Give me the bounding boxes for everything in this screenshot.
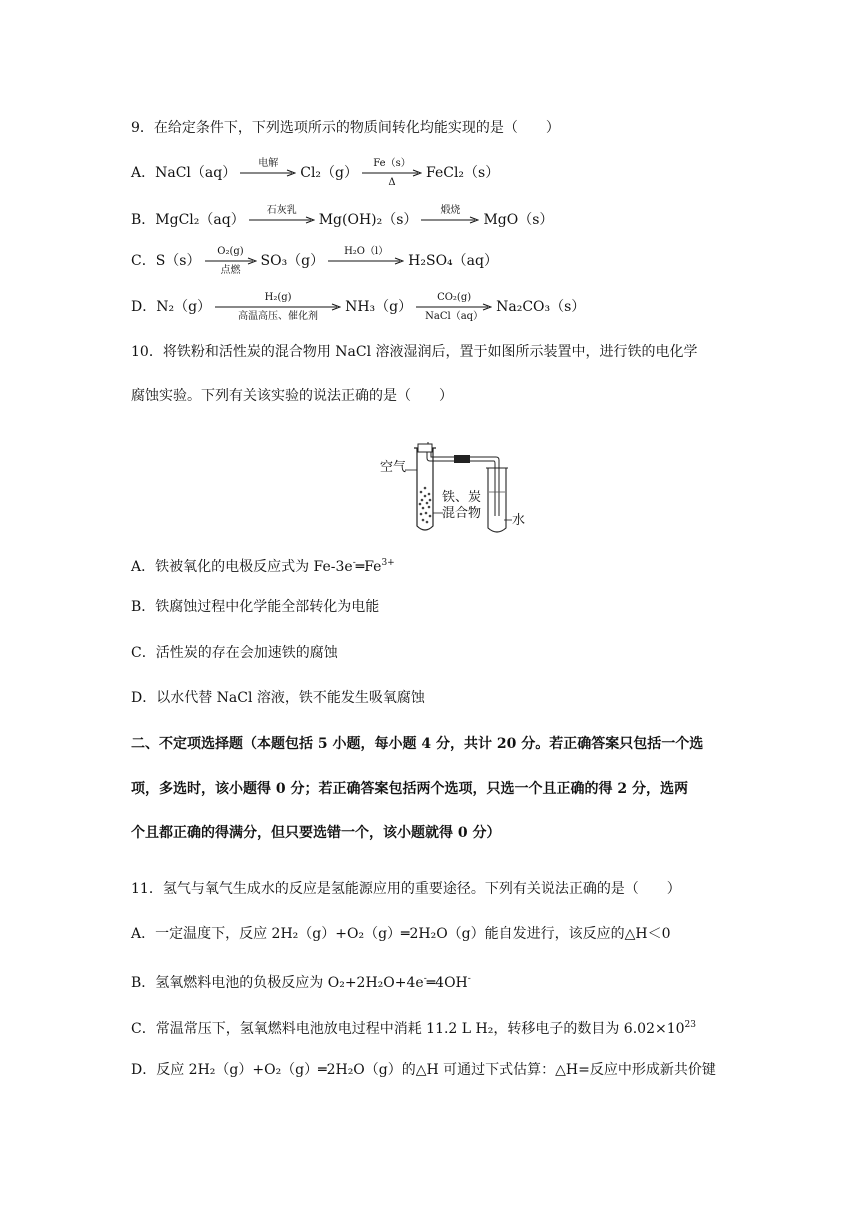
- species: MgCl₂（aq）: [155, 212, 245, 228]
- species: Na₂CO₃（s）: [496, 299, 586, 315]
- section2-heading-line1: 二、不定项选择题（本题包括 5 小题，每小题 4 分，共计 20 分。若正确答案只包括一个选: [131, 736, 704, 752]
- arrow-icon: [421, 216, 479, 224]
- q11-stem: 11．氢气与氧气生成水的反应是氢能源应用的重要途径。下列有关说法正确的是（ ）: [131, 881, 681, 897]
- q9-option-a: [131, 158, 499, 188]
- arrow-icon: [416, 303, 492, 311]
- superscript: 23: [684, 1020, 696, 1030]
- option-letter: A．: [131, 165, 156, 181]
- reaction-arrow: [240, 158, 296, 188]
- q9-option-c: [131, 246, 498, 276]
- species: S（s）: [155, 253, 201, 269]
- species: H₂SO₄（aq）: [408, 253, 498, 269]
- species: Mg(OH)₂（s）: [318, 212, 418, 228]
- reaction-arrow: [215, 292, 341, 322]
- species: SO₃（g）: [260, 253, 325, 269]
- species: Cl₂（g）: [300, 165, 358, 181]
- reaction-arrow: [205, 246, 257, 276]
- superscript: -: [467, 974, 471, 984]
- arrow-icon: [215, 303, 341, 311]
- reaction-arrow: [328, 246, 404, 276]
- reaction-arrow: [249, 205, 315, 235]
- q9-option-b: [131, 205, 553, 235]
- option-text: A．铁被氧化的电极反应式为 Fe-3e: [131, 559, 353, 575]
- reaction-arrow: [421, 205, 479, 235]
- arrow-condition-bottom: 点燃: [220, 265, 241, 276]
- arrow-condition-top: Fe（s）: [373, 158, 411, 169]
- q11-option-b: [131, 969, 471, 993]
- label-air: 空气: [380, 460, 407, 475]
- q10-option-d: D．以水代替 NaCl 溶液，铁不能发生吸氧腐蚀: [131, 690, 425, 706]
- arrow-icon: [205, 257, 257, 265]
- option-text: ═4OH: [426, 975, 468, 991]
- arrow-icon: [362, 169, 422, 177]
- q10-stem-line2: 腐蚀实验。下列有关该实验的说法正确的是（ ）: [131, 388, 453, 404]
- arrow-icon: [328, 257, 404, 265]
- arrow-condition-top: 电解: [258, 158, 279, 169]
- arrow-condition-bottom: 高温高压、催化剂: [238, 311, 319, 322]
- arrow-condition-bottom: Δ: [388, 177, 396, 188]
- arrow-condition-top: H₂(g): [264, 292, 292, 303]
- q11-option-a: A．一定温度下，反应 2H₂（g）+O₂（g）═2H₂O（g）能自发进行，该反应的△H＜0: [131, 926, 671, 942]
- section2-heading-line3: 个且都正确的得满分，但只要选错一个，该小题就得 0 分）: [131, 825, 501, 841]
- arrow-condition-bottom: NaCl（aq）: [425, 311, 484, 322]
- superscript: 3+: [381, 558, 395, 568]
- q11-option-d: D．反应 2H₂（g）+O₂（g）═2H₂O（g）的△H 可通过下式估算：△H=反应中形成新共价键: [131, 1062, 716, 1078]
- option-letter: D．: [131, 299, 157, 315]
- species: MgO（s）: [483, 212, 554, 228]
- arrow-condition-top: H₂O（l）: [344, 246, 389, 257]
- arrow-condition-top: 煅烧: [440, 205, 461, 216]
- arrow-condition-top: 石灰乳: [266, 205, 297, 216]
- q9-stem: 9．在给定条件下，下列选项所示的物质间转化均能实现的是（ ）: [131, 120, 560, 136]
- reaction-arrow: [362, 158, 422, 188]
- option-text: B．氢氧燃料电池的负极反应为 O₂+2H₂O+4e: [131, 975, 424, 991]
- option-text: C．常温常压下，氢氧燃料电池放电过程中消耗 11.2 L H₂，转移电子的数目为 6.02×10: [131, 1021, 685, 1037]
- species: N₂（g）: [156, 299, 212, 315]
- arrow-condition-top: CO₂(g): [437, 292, 472, 303]
- q10-stem-line1: 10．将铁粉和活性炭的混合物用 NaCl 溶液湿润后，置于如图所示装置中，进行铁的电化学: [131, 344, 698, 360]
- q11-option-c: [131, 1015, 696, 1039]
- label-iron-carbon: 铁、炭: [442, 490, 482, 505]
- q10-option-c: C．活性炭的存在会加速铁的腐蚀: [131, 645, 338, 661]
- section2-heading-line2: 项，多选时，该小题得 0 分；若正确答案包括两个选项，只选一个且正确的得 2 分，选两: [131, 781, 688, 797]
- arrow-condition-top: O₂(g): [217, 246, 244, 257]
- option-text: ═Fe: [355, 559, 382, 575]
- q10-option-b: B．铁腐蚀过程中化学能全部转化为电能: [131, 599, 380, 615]
- option-letter: B．: [131, 212, 156, 228]
- option-letter: C．: [131, 253, 156, 269]
- q9-option-d: [131, 292, 585, 322]
- superscript: -: [423, 974, 427, 984]
- reaction-arrow: [416, 292, 492, 322]
- superscript: -: [352, 558, 356, 568]
- label-water: 水: [512, 513, 526, 528]
- apparatus-figure: [380, 442, 530, 534]
- arrow-icon: [249, 216, 315, 224]
- species: NaCl（aq）: [155, 165, 237, 181]
- q10-option-a: [131, 553, 395, 577]
- label-mixture: 混合物: [442, 506, 482, 521]
- species: NH₃（g）: [345, 299, 413, 315]
- species: FeCl₂（s）: [426, 165, 500, 181]
- arrow-icon: [240, 169, 296, 177]
